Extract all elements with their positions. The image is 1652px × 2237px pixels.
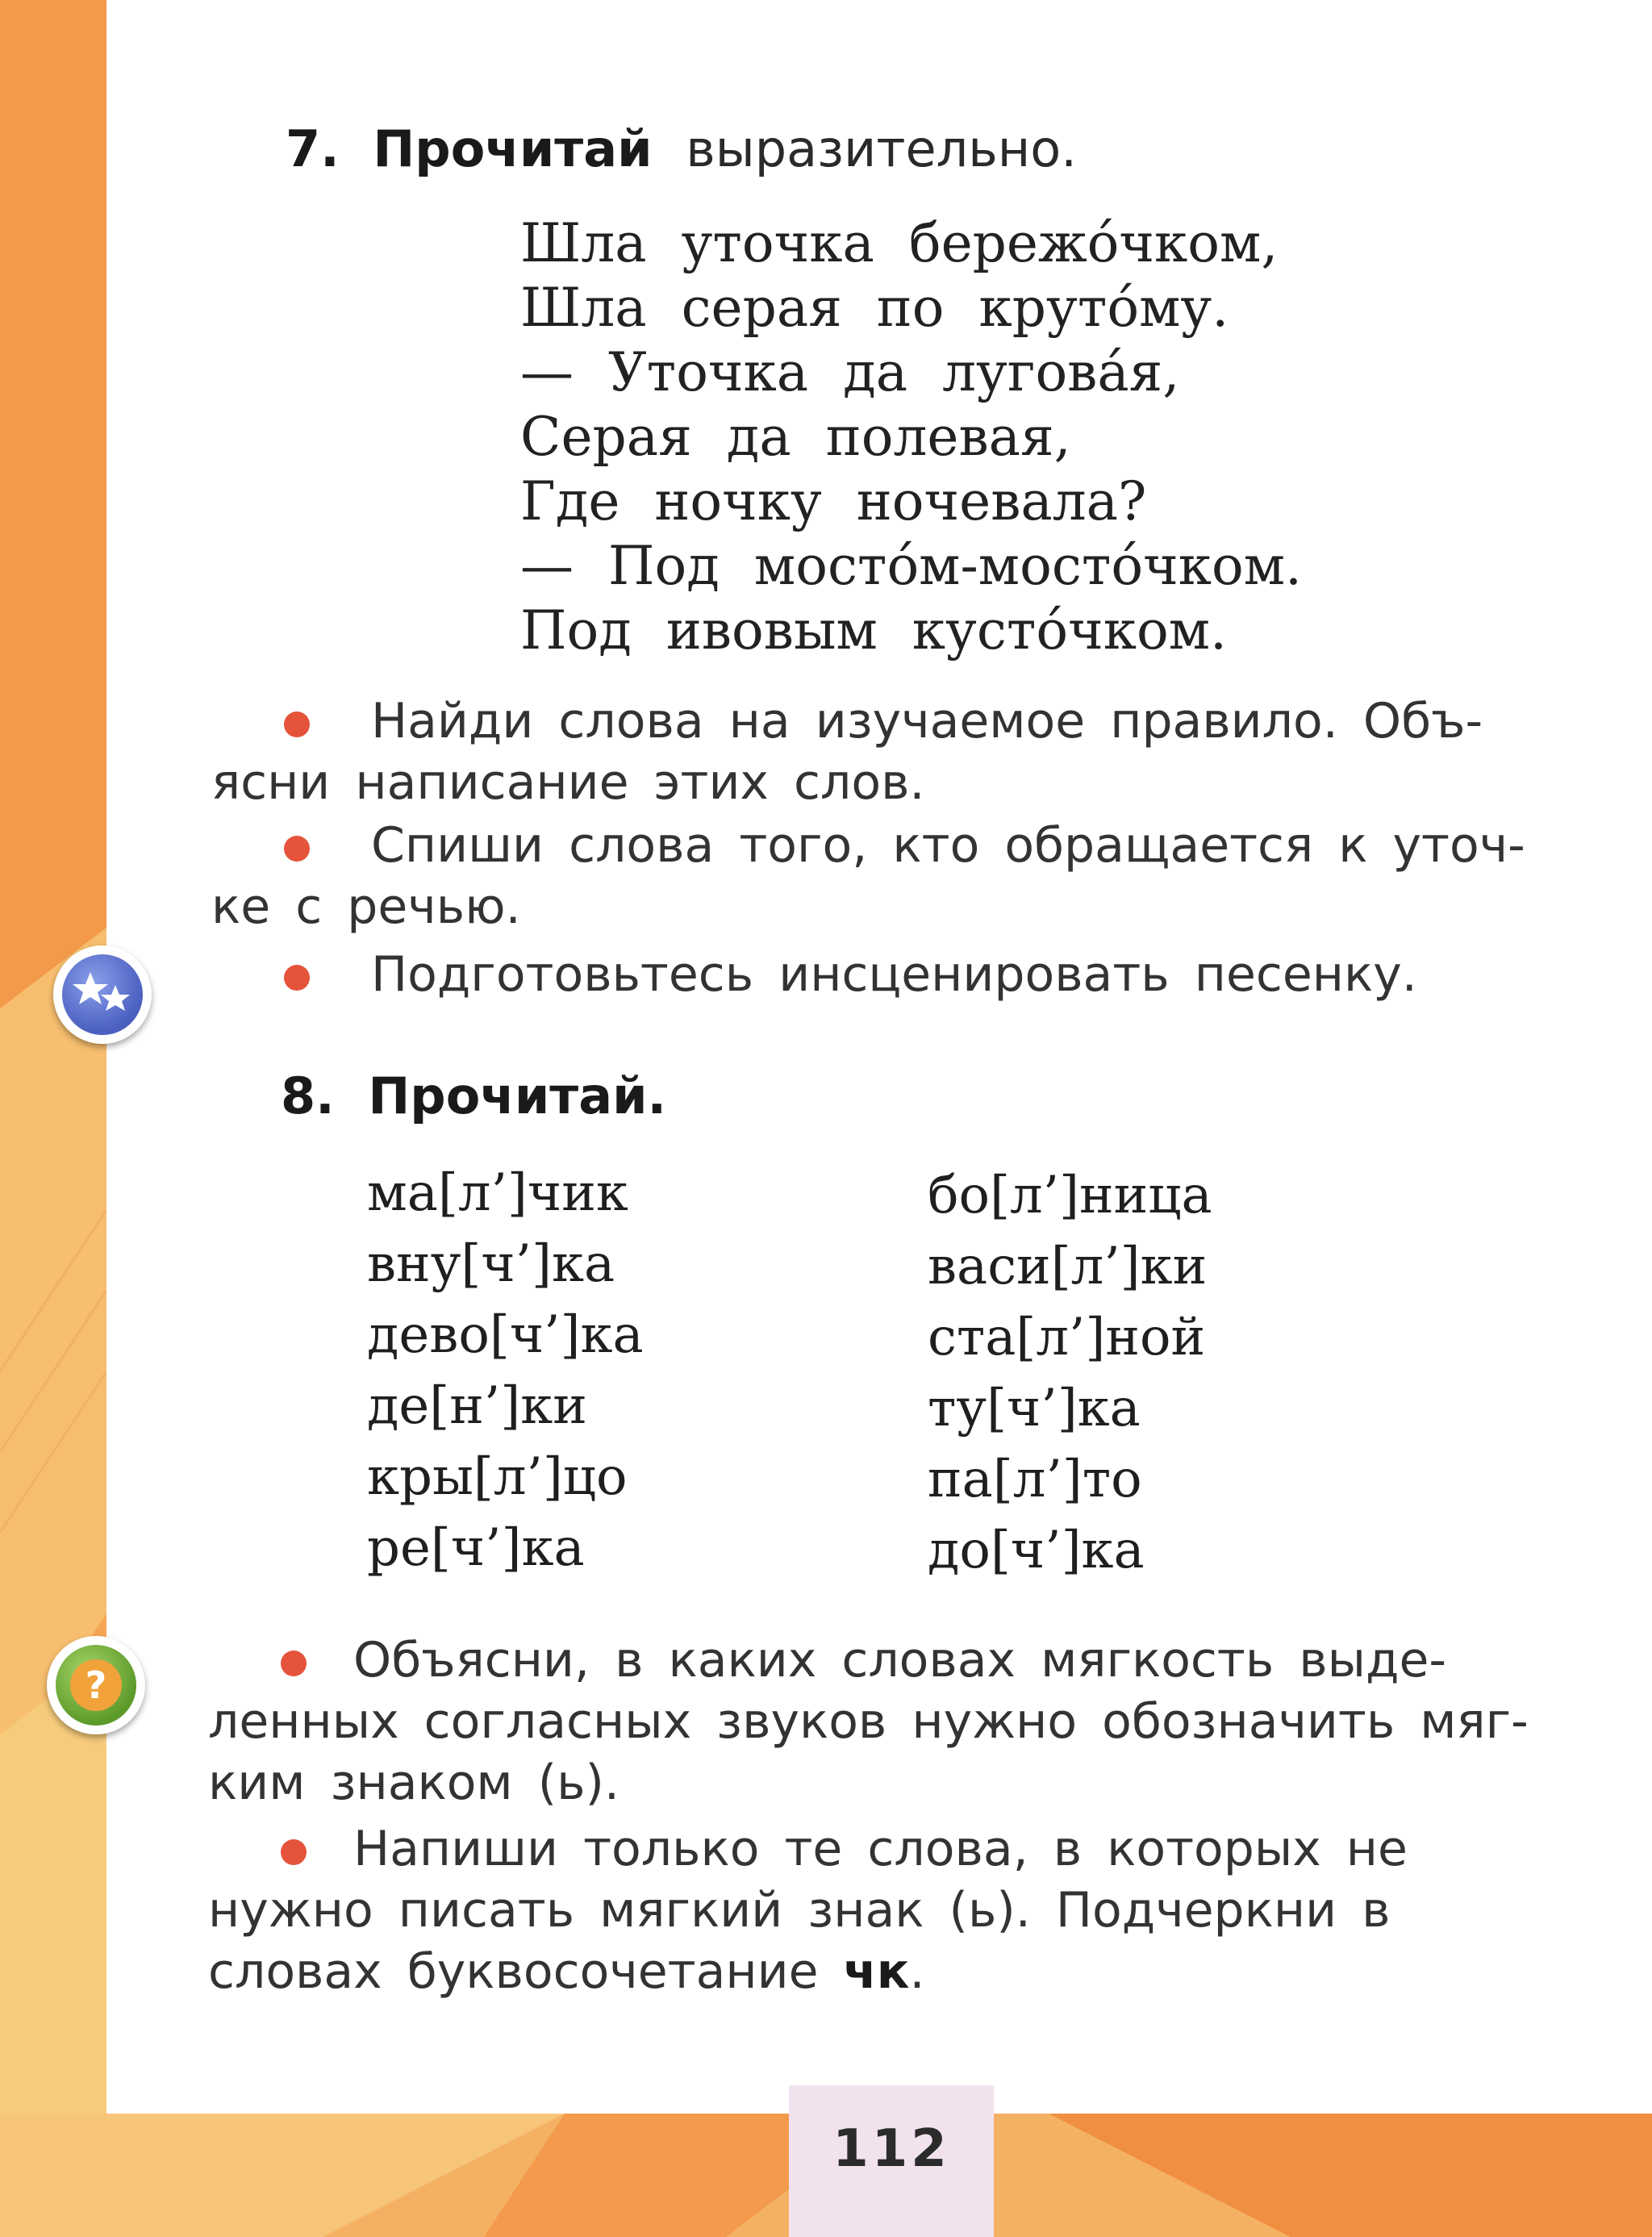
exercise-8-task-2: [208, 1818, 1579, 2002]
task-text: .: [909, 1943, 925, 2000]
page-number-tab: [789, 2085, 994, 2237]
bullet-icon: [284, 836, 310, 862]
exercise-8-verb: Прочитай.: [368, 1066, 667, 1125]
word-item: ту[ч’]ка: [928, 1379, 1141, 1438]
task-text: словах буквосочетание: [208, 1943, 844, 2000]
word-item: па[л’]то: [928, 1450, 1142, 1509]
question-mark-icon: [56, 1645, 136, 1726]
task-text-last-line: [208, 1941, 1579, 2002]
exercise-7-task-1: [211, 691, 1579, 813]
task-text: Спиши слова того, кто обращается к уточ-: [371, 817, 1525, 874]
exercise-8-heading: [281, 1066, 666, 1125]
task-text: ким знаком (ь).: [208, 1755, 620, 1811]
word-item: кры[л’]цо: [367, 1447, 628, 1507]
svg-text:?: ?: [85, 1663, 107, 1707]
poem-line: Под ивовым кустóчком.: [520, 599, 1228, 662]
task-text: нужно писать мягкий знак (ь). Подчеркни в: [208, 1882, 1391, 1939]
exercise-7-heading: [286, 119, 1077, 178]
task-text: ке с речью.: [211, 879, 521, 935]
word-item: вну[ч’]ка: [367, 1234, 615, 1294]
task-text: ленных согласных звуков нужно обозначить мяг-: [208, 1693, 1529, 1750]
exercise-7-number: 7.: [286, 119, 340, 178]
task-text: ясни написание этих слов.: [211, 754, 925, 811]
task-text: Подготовьтесь инсценировать песенку.: [371, 946, 1417, 1003]
exercise-7-task-3: [211, 944, 1579, 1005]
page-number: 112: [832, 2119, 950, 2179]
question-badge: [47, 1636, 145, 1734]
bullet-icon: [284, 965, 310, 991]
exercise-8-task-1: [208, 1630, 1579, 1813]
word-item: ма[л’]чик: [367, 1163, 628, 1223]
task-text: Напиши только те слова, в которых не: [353, 1821, 1408, 1877]
bullet-icon: [284, 712, 310, 737]
word-item: дево[ч’]ка: [367, 1305, 644, 1365]
letter-combination: чк: [843, 1943, 910, 2000]
exercise-7-rest: выразительно.: [686, 119, 1077, 178]
poem-line: Шла уточка бережóчком,: [520, 212, 1279, 274]
word-item: де[н’]ки: [367, 1376, 587, 1436]
poem-line: Шла серая по крутóму.: [520, 277, 1229, 339]
exercise-7-verb: Прочитай: [373, 119, 653, 178]
task-text: Найди слова на изучаемое правило. Объ-: [371, 693, 1483, 749]
two-stars-icon: [62, 954, 143, 1035]
exercise-8-number: 8.: [281, 1066, 335, 1125]
pair-work-badge: [53, 945, 152, 1044]
poem: [520, 211, 1302, 663]
word-list-left: [367, 1158, 644, 1584]
task-text: Объясни, в каких словах мягкость выде-: [353, 1632, 1447, 1688]
bullet-icon: [281, 1651, 307, 1676]
word-item: бо[л’]ница: [928, 1166, 1212, 1225]
word-list-right: [928, 1160, 1212, 1586]
poem-line: — Под мостóм-мостóчком.: [520, 535, 1303, 597]
word-item: ста[л’]ной: [928, 1308, 1206, 1367]
poem-line: — Уточка да луговáя,: [520, 341, 1180, 403]
poem-line: Где ночку ночевала?: [520, 470, 1147, 532]
bullet-icon: [281, 1839, 307, 1865]
poem-line: Серая да полевая,: [520, 406, 1071, 468]
word-item: до[ч’]ка: [928, 1521, 1145, 1580]
exercise-7-task-2: [211, 815, 1579, 937]
word-item: ре[ч’]ка: [367, 1518, 585, 1578]
word-item: васи[л’]ки: [928, 1237, 1208, 1296]
